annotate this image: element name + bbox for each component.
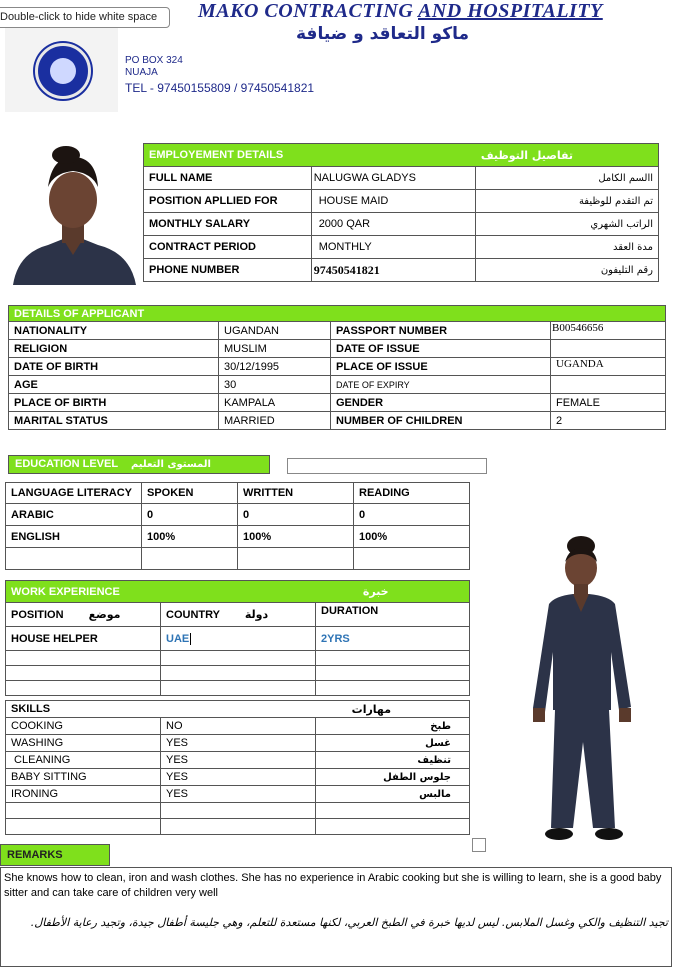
salary-label-ar: الراتب الشهري [476, 213, 659, 236]
age-label: AGE [9, 376, 219, 394]
col-reading: READING [354, 483, 470, 504]
telephone: TEL - 97450155809 / 97450541821 [125, 81, 315, 95]
skill-ironing-ar: مالبس [316, 786, 470, 803]
position-label-ar: تم التقدم للوظيفة [476, 190, 659, 213]
employment-details-table [143, 143, 659, 282]
passport-value: B00546656 [551, 322, 666, 340]
col-country [161, 603, 316, 627]
children-value: 2 [551, 412, 666, 430]
company-name-en: MAKO CONTRACTING AND HOSPITALITY [198, 0, 603, 22]
birthplace-value: KAMPALA [219, 394, 331, 412]
religion-label: RELIGION [9, 340, 219, 358]
col-written: WRITTEN [238, 483, 354, 504]
employment-header-ar: تفاصيل التوظيف [476, 144, 659, 167]
english-reading: 100% [354, 526, 470, 548]
salary-label: MONTHLY SALARY [144, 213, 312, 236]
col-language-literacy: LANGUAGE LITERACY [6, 483, 142, 504]
empty-cell [6, 681, 161, 696]
checkbox[interactable] [472, 838, 486, 852]
birthplace-label: PLACE OF BIRTH [9, 394, 219, 412]
place-of-issue-value: UGANDA [551, 358, 666, 376]
employment-header-en: EMPLOYEMENT DETAILS [144, 144, 476, 167]
empty-cell [316, 819, 470, 835]
phone-label: PHONE NUMBER [144, 259, 312, 282]
po-box: PO BOX 324 [125, 55, 183, 66]
gender-label: GENDER [331, 394, 551, 412]
skill-cooking: COOKING [6, 718, 161, 735]
empty-cell [161, 651, 316, 666]
skill-cleaning: CLEANING [6, 752, 161, 769]
work-country-text: UAE [166, 632, 190, 645]
full-name-label-ar: االسم الكامل [476, 167, 659, 190]
work-experience-table [5, 580, 470, 696]
empty-cell [316, 666, 470, 681]
empty-cell [6, 651, 161, 666]
phone-label-ar: رقم التليفون [476, 259, 659, 282]
skills-header-ar: مهارات [316, 701, 470, 718]
city: NUAJA [125, 67, 158, 78]
english-written: 100% [238, 526, 354, 548]
col-country-ar: دولة [244, 608, 269, 621]
arabic-spoken: 0 [142, 504, 238, 526]
col-position-en: POSITION [11, 609, 64, 621]
empty-cell [316, 681, 470, 696]
passport-label: PASSPORT NUMBER [331, 322, 551, 340]
nationality-value: UGANDAN [219, 322, 331, 340]
religion-value: MUSLIM [219, 340, 331, 358]
education-header-en: EDUCATION LEVEL [15, 458, 118, 470]
skill-cleaning-value: YES [161, 752, 316, 769]
full-name-label: FULL NAME [144, 167, 312, 190]
empty-cell [316, 651, 470, 666]
hide-white-space-tooltip[interactable]: Double-click to hide white space [0, 7, 170, 28]
col-duration: DURATION [316, 603, 470, 627]
skill-washing-value: YES [161, 735, 316, 752]
arabic-reading: 0 [354, 504, 470, 526]
children-label: NUMBER OF CHILDREN [331, 412, 551, 430]
position-label: POSITION APLLIED FOR [144, 190, 312, 213]
expiry-label: DATE OF EXPIRY [331, 376, 551, 394]
education-header-ar: المستوى التعليم [130, 459, 211, 470]
phone-value: 97450541821 [311, 259, 476, 282]
skill-ironing: IRONING [6, 786, 161, 803]
empty-cell [142, 548, 238, 570]
dob-value: 30/12/1995 [219, 358, 331, 376]
empty-cell [6, 548, 142, 570]
skill-babysitting-ar: جلوس الطفل [316, 769, 470, 786]
col-country-en: COUNTRY [166, 609, 220, 621]
english-label: ENGLISH [6, 526, 142, 548]
remarks-header: REMARKS [0, 844, 110, 866]
place-of-issue-label: PLACE OF ISSUE [331, 358, 551, 376]
contract-value: MONTHLY [311, 236, 476, 259]
empty-cell [6, 666, 161, 681]
empty-cell [354, 548, 470, 570]
skill-ironing-value: YES [161, 786, 316, 803]
arabic-written: 0 [238, 504, 354, 526]
expiry-value [551, 376, 666, 394]
marital-value: MARRIED [219, 412, 331, 430]
marital-label: MARITAL STATUS [9, 412, 219, 430]
gender-value: FEMALE [551, 394, 666, 412]
salary-value: 2000 QAR [311, 213, 476, 236]
position-value: HOUSE MAID [311, 190, 476, 213]
company-logo [5, 18, 118, 112]
empty-cell [161, 666, 316, 681]
full-body-photo [525, 532, 645, 850]
work-duration-value: 2YRS [316, 627, 470, 651]
contract-label-ar: مدة العقد [476, 236, 659, 259]
work-country-value [161, 627, 316, 651]
remarks-box [0, 867, 672, 967]
empty-cell [161, 803, 316, 819]
empty-cell [238, 548, 354, 570]
empty-cell [161, 819, 316, 835]
skills-table [5, 700, 470, 835]
work-header [6, 581, 470, 603]
skill-washing-ar: غسل [316, 735, 470, 752]
portrait-photo [8, 145, 138, 285]
skills-header-en: SKILLS [6, 701, 316, 718]
full-name-value: NALUGWA GLADYS [311, 167, 476, 190]
skill-babysitting: BABY SITTING [6, 769, 161, 786]
empty-cell [6, 803, 161, 819]
age-value: 30 [219, 376, 331, 394]
applicant-details-table [8, 305, 666, 430]
nationality-label: NATIONALITY [9, 322, 219, 340]
logo-emblem [35, 43, 91, 99]
blank-field-box [287, 458, 487, 474]
col-position [6, 603, 161, 627]
company-name-ar: ماكو التعاقد و ضيافة [296, 24, 470, 44]
work-header-ar: خبرة [362, 585, 389, 598]
arabic-label: ARABIC [6, 504, 142, 526]
work-position-value: HOUSE HELPER [6, 627, 161, 651]
work-header-en: WORK EXPERIENCE [11, 586, 120, 598]
skill-cooking-value: NO [161, 718, 316, 735]
col-position-ar: موضع [88, 608, 121, 621]
issue-date-value [551, 340, 666, 358]
empty-cell [316, 803, 470, 819]
skill-babysitting-value: YES [161, 769, 316, 786]
skill-cooking-ar: طبخ [316, 718, 470, 735]
col-spoken: SPOKEN [142, 483, 238, 504]
empty-cell [161, 681, 316, 696]
education-header [8, 455, 270, 474]
contract-label: CONTRACT PERIOD [144, 236, 312, 259]
skill-washing: WASHING [6, 735, 161, 752]
dob-label: DATE OF BIRTH [9, 358, 219, 376]
empty-cell [6, 819, 161, 835]
issue-date-label: DATE OF ISSUE [331, 340, 551, 358]
education-table [5, 482, 470, 570]
skill-cleaning-ar: تنظيف [316, 752, 470, 769]
applicant-header: DETAILS OF APPLICANT [9, 306, 666, 322]
remarks-text-en: She knows how to clean, iron and wash clothes. She has no experience in Arabic cooking but she is willing to learn, she is a good baby sitter and can take care of children very well [4, 872, 662, 899]
english-spoken: 100% [142, 526, 238, 548]
remarks-text-ar: تجيد التنظيف والكي وغسل الملابس. ليس لديها خبرة في الطبخ العربي، لكنها مستعدة للتعلم، وهي جليسة أطفال جيدة، وتجيد رعاية الأطفال. [30, 916, 668, 929]
